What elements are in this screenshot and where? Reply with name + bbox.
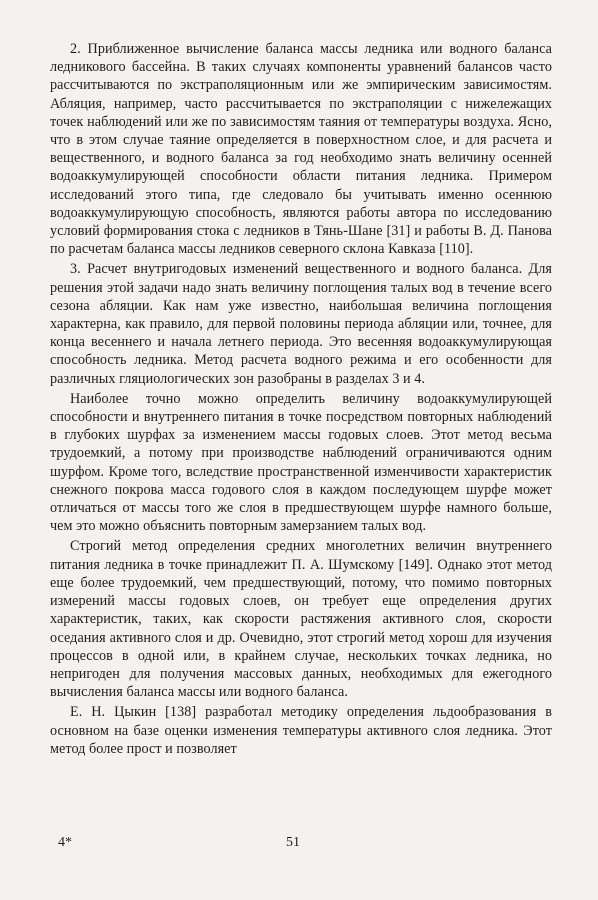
- page-number: 51: [286, 835, 300, 850]
- paragraph-intra-annual-calculation: 3. Расчет внутригодовых изменений вещественного и водного баланса. Для решения этой задачи надо знать величину поглощения талых вод в течение всего сезона абляции. Как нам уже известно, наибольшая величина поглощения характерна, как правило, для первой половины периода абляции или, точнее, для конца весеннего и начала летнего периода. Это весенняя водоаккумулирующая способность ледника. Метод расчета водного режима и его особенности для различных гляциологических зон разобраны в разделах 3 и 4.: [50, 261, 552, 387]
- paragraph-strict-method: Строгий метод определения средних многолетних величин внутреннего питания ледника в точке принадлежит П. А. Шумскому [149]. Однако этот метод еще более трудоемкий, чем предшествующий, потому, что помимо повторных измерений массы годовых слоев, он требует еще определения других характеристик, таких, как скорости растяжения активного слоя, скорости оседания активного слоя и др. Очевидно, этот строгий метод хорош для изучения процессов в одной или, в крайнем случае, нескольких точках ледника, но непригоден для получения массовых данных, необходимых для ежегодного вычисления баланса массы или водного баланса.: [50, 538, 552, 701]
- page-footer: [50, 835, 552, 855]
- paragraph-tsykin-method: Е. Н. Цыкин [138] разработал методику определения льдообразования в основном на базе оценки изменения температуры активного слоя ледника. Этот метод более прост и позволяет: [50, 704, 552, 757]
- paragraph-pit-observations: Наиболее точно можно определить величину водоаккумулирующей способности и внутреннего питания в точке посредством повторных наблюдений в глубоких шурфах за изменением массы годовых слоев. Этот метод весьма трудоемкий, а потому при производстве наблюдений ограничиваются одним шурфом. Кроме того, вследствие пространственной изменчивости характеристик снежного покрова масса годового слоя в каждом последующем шурфе может отличаться от массы того же слоя в предшествующем шурфе намного больше, чем это можно объяснить повторным замерзанием талых вод.: [50, 390, 552, 535]
- paragraph-approximate-calculation: 2. Приближенное вычисление баланса массы ледника или водного баланса ледникового бассейна. В таких случаях компоненты уравнений балансов часто рассчитываются по экстраполяционным или же эмпирическим зависимостям. Абляция, например, часто рассчитывается по экстраполяции с нижележащих точек наблюдений или же по зависимостям таяния от температуры воздуха. Ясно, что в этом случае таяние определяется в поверхностном слое, и для расчета и вещественного, и водного баланса за год необходимо знать величину осенней водоаккумулирующей способности области питания ледника. Примером исследований этого типа, где следовало бы учитывать именно осеннюю водоаккумулирующую способность, являются работы автора по исследованию условий формирования стока с ледников в Тянь-Шане [31] и работы В. Д. Панова по расчетам баланса массы ледников северного склона Кавказа [110].: [50, 41, 552, 258]
- page-body: [50, 40, 552, 758]
- signature-mark: 4*: [58, 835, 72, 850]
